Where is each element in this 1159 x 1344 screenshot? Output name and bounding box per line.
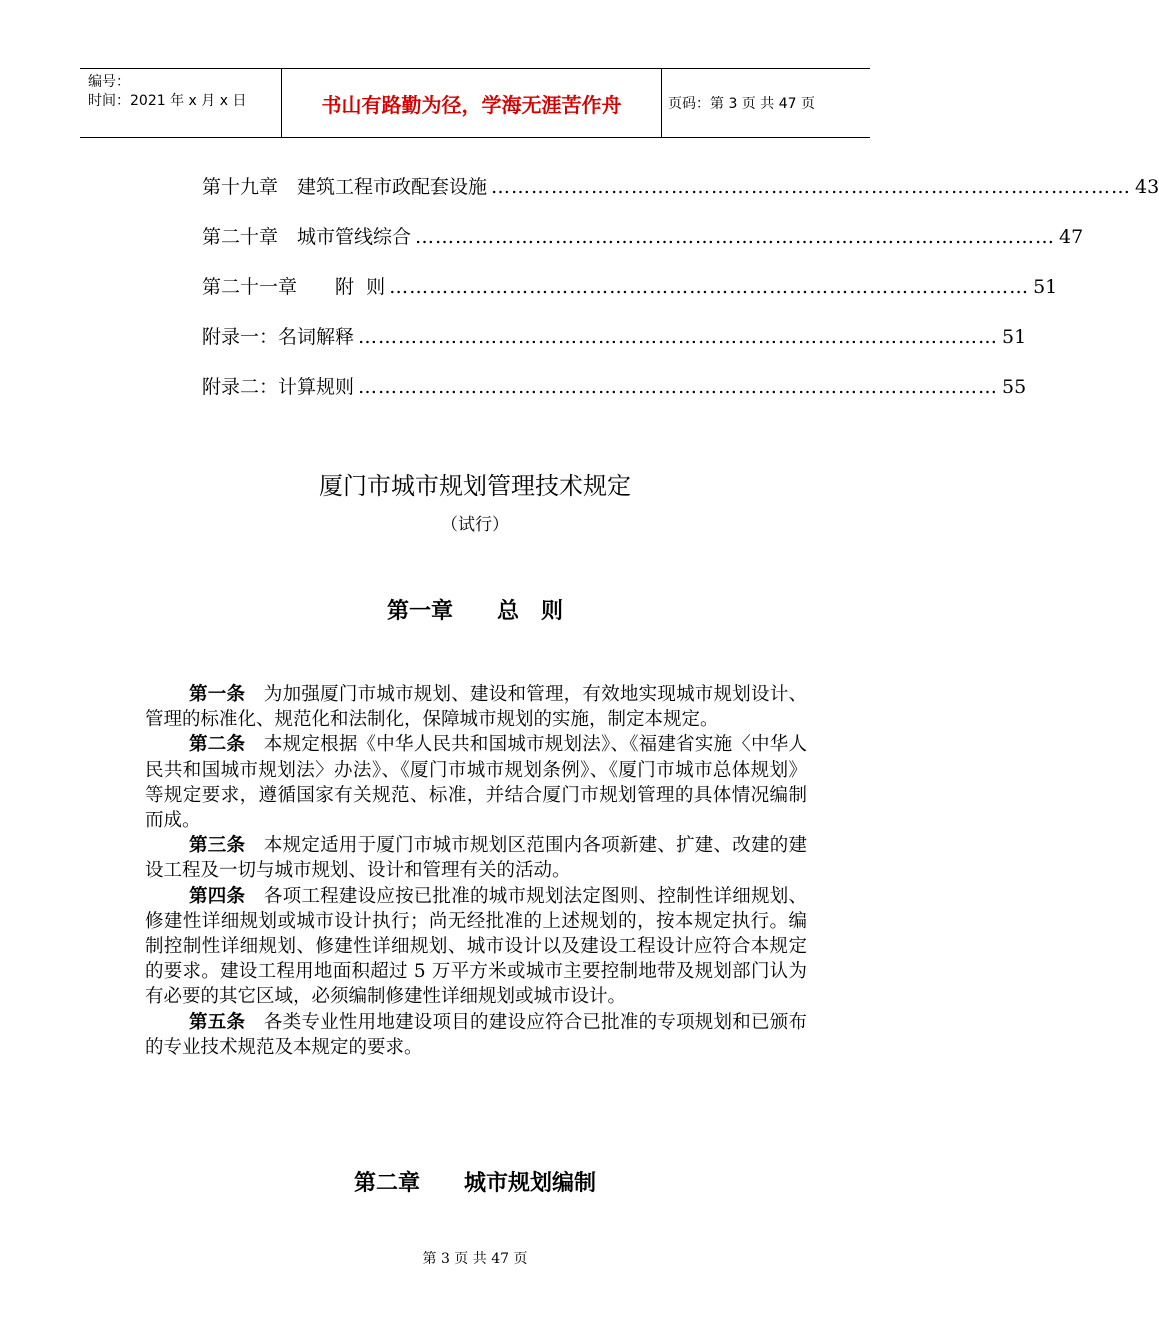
toc-entry-page: 47 bbox=[1059, 226, 1084, 248]
toc-entry-label: 第二十章 城市管线综合 bbox=[202, 226, 412, 248]
article-text: 各类专业性用地建设项目的建设应符合已批准的专项规划和已颁布的专业技术规范及本规定的要求。 bbox=[145, 1011, 807, 1058]
toc-leader-dots: …………………………………………………………………………………… bbox=[491, 176, 1132, 198]
toc-leader-dots: …………………………………………………………………………………… bbox=[358, 376, 999, 398]
article bbox=[145, 884, 807, 1010]
toc-entry-page: 43 bbox=[1135, 176, 1159, 198]
article-text: 各项工程建设应按已批准的城市规划法定图则、控制性详细规划、修建性详细规划或城市设计执行；尚无经批准的上述规划的，按本规定执行。编制控制性详细规划、修建性详细规划、城市设计以及建设工程设计应符合本规定的要求。建设工程用地面积超过 5 万平方米或城市主要控制地带及规划部门认为有必要的其它区域，必须编制修建性详细规划或城市设计。 bbox=[145, 885, 807, 1008]
page-footer: 第 3 页 共 47 页 bbox=[422, 1251, 528, 1267]
article-text: 为加强厦门市城市规划、建设和管理，有效地实现城市规划设计、管理的标准化、规范化和法制化，保障城市规划的实施，制定本规定。 bbox=[145, 684, 807, 731]
article-title: 第三条 bbox=[189, 835, 246, 857]
chapter-heading: 第二章 城市规划编制 bbox=[353, 1171, 596, 1196]
toc-entry-label: 附录一：名词解释 bbox=[202, 326, 355, 348]
article-title: 第一条 bbox=[189, 684, 246, 705]
article bbox=[145, 1010, 807, 1060]
page-header bbox=[80, 68, 870, 138]
header-motto: 书山有路勤为径，学海无涯苦作舟 bbox=[282, 69, 662, 137]
toc-entry-page: 55 bbox=[1002, 376, 1027, 398]
article bbox=[145, 833, 807, 883]
article-text: 本规定适用于厦门市城市规划区范围内各项新建、扩建、改建的建设工程及一切与城市规划、设计和管理有关的活动。 bbox=[145, 835, 807, 882]
toc-entry-label: 附录二：计算规则 bbox=[202, 376, 355, 398]
document-title: 厦门市城市规划管理技术规定 bbox=[319, 472, 631, 500]
toc-leader-dots: …………………………………………………………………………………… bbox=[415, 226, 1056, 248]
toc-entry[interactable] bbox=[202, 272, 1058, 299]
header-page-info: 页码：第 3 页 共 47 页 bbox=[668, 96, 815, 112]
toc-leader-dots: …………………………………………………………………………………… bbox=[389, 276, 1030, 298]
chapter-heading: 第一章 总 则 bbox=[386, 599, 563, 624]
toc-entry[interactable] bbox=[202, 322, 1027, 349]
toc-leader-dots: …………………………………………………………………………………… bbox=[358, 326, 999, 348]
article-title: 第四条 bbox=[189, 885, 246, 907]
article-title: 第五条 bbox=[189, 1011, 246, 1033]
time-label: 时间：2021 年 x 月 x 日 bbox=[88, 93, 247, 109]
toc-entry-page: 51 bbox=[1002, 326, 1027, 348]
article-list bbox=[145, 682, 807, 1060]
number-label: 编号： bbox=[88, 74, 130, 90]
article bbox=[145, 732, 807, 833]
toc-entry[interactable] bbox=[202, 222, 1084, 249]
article-title: 第二条 bbox=[189, 734, 246, 756]
toc-entry-page: 51 bbox=[1033, 276, 1058, 298]
document-subtitle: （试行） bbox=[441, 515, 509, 535]
article bbox=[145, 682, 807, 732]
toc-entry-label: 第十九章 建筑工程市政配套设施 bbox=[202, 176, 488, 198]
toc-entry[interactable] bbox=[202, 372, 1027, 399]
toc-entry-label: 第二十一章 附 则 bbox=[202, 276, 386, 298]
header-meta bbox=[80, 69, 282, 137]
toc-entry[interactable] bbox=[202, 172, 1159, 199]
article-text: 本规定根据《中华人民共和国城市规划法》、《福建省实施〈中华人民共和国城市规划法〉办法》、《厦门市城市规划条例》、《厦门市城市总体规划》等规定要求，遵循国家有关规范、标准，并结合厦门市规划管理的具体情况编制而成。 bbox=[145, 734, 807, 832]
